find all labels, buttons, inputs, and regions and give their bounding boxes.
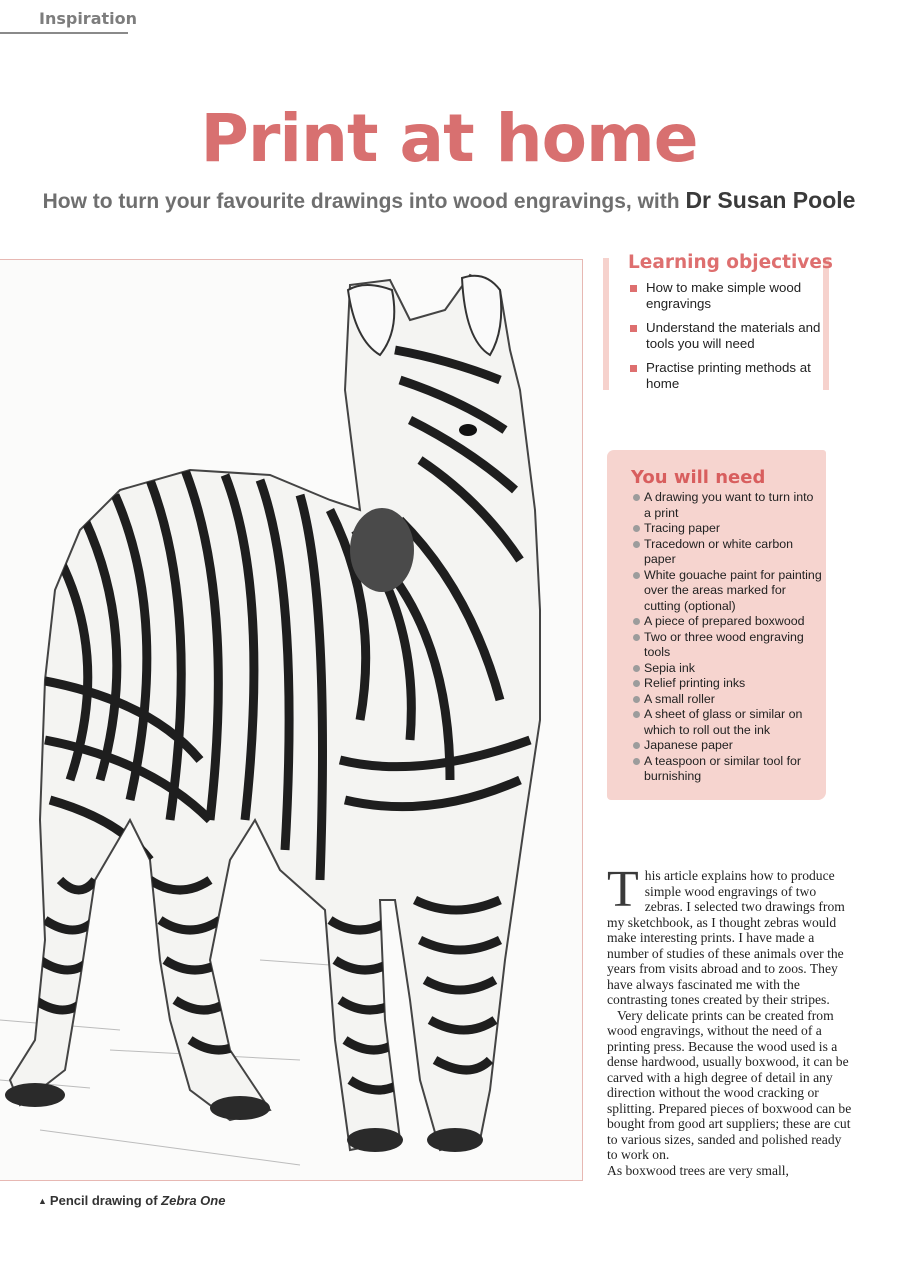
material-text: Relief printing inks [644,676,746,690]
zebra-drawing [0,260,583,1181]
objective-item [628,320,823,352]
objective-item [628,360,823,392]
zebra-muzzle [350,508,414,592]
material-item [633,630,823,661]
material-text: Tracedown or white carbon paper [644,536,793,566]
section-tag-label: Inspiration [39,9,138,28]
material-text: Tracing paper [644,521,720,535]
material-text: A piece of prepared boxwood [644,614,805,628]
material-item [633,738,823,754]
objective-text: How to make simple wood engravings [646,280,802,311]
material-text: A drawing you want to turn into a print [644,490,814,520]
dot-bullet-icon [633,680,640,687]
square-bullet-icon [630,365,637,372]
drop-cap: T [607,861,639,918]
figure-caption [38,1193,225,1208]
learning-objectives-list [628,280,823,400]
square-bullet-icon [630,325,637,332]
dot-bullet-icon [633,494,640,501]
material-item [633,661,823,677]
material-text: Japanese paper [644,738,733,752]
dot-bullet-icon [633,711,640,718]
material-text: A sheet of glass or similar on which to roll out the ink [644,707,803,737]
article-paragraph: Very delicate prints can be created from wood engravings, without the need of a printing press. Because the wood used is a dense hardwood, usually boxwood, it can be carved with a high degree of detail in any direction without the wood cracking or splitting. Prepared pieces of boxwood can be bought from good art suppliers; these are cut to various sizes, sanded and polished ready to work on. [607,1007,852,1162]
learning-objectives-heading: Learning objectives [628,252,833,273]
subtitle-lead: How to turn your favourite drawings into wood engravings, with [42,190,680,213]
material-item [633,490,823,521]
material-item [633,754,823,785]
dot-bullet-icon [633,525,640,532]
objective-item [628,280,823,312]
zebra-eye [459,424,477,436]
you-will-need-heading: You will need [631,467,766,488]
dot-bullet-icon [633,742,640,749]
learning-objectives-box [603,252,833,391]
you-will-need-box [607,450,826,800]
article-paragraph: his article explains how to produce simple wood engravings of two zebras. I selected two drawings from my sketchbook, as I thought zebras would make interesting prints. I have made a number of studies of these animals over the years from visits abroad and to zoos. They have always fascinated me with the contrasting tones created by their stripes. [607,868,845,1007]
material-item [633,614,823,630]
author-name: Dr Susan Poole [685,187,856,213]
caption-title: Zebra One [161,1193,226,1208]
material-text: Two or three wood engraving tools [644,629,804,659]
dot-bullet-icon [633,758,640,765]
zebra-drawing-figure [0,259,583,1181]
materials-list [633,490,823,785]
caption-prefix: Pencil drawing of [49,1193,158,1208]
article-paragraph: As boxwood trees are very small, [607,1162,789,1178]
material-text: Sepia ink [644,660,695,675]
material-item [633,676,823,692]
article-title: Print at home [200,100,698,177]
objective-text: Practise printing methods at home [646,360,811,391]
material-item [633,537,823,568]
material-item [633,707,823,738]
material-text: A small roller [644,691,715,706]
dot-bullet-icon [633,618,640,625]
caption-triangle-icon: ▲ [38,1196,47,1206]
section-tag [0,8,138,34]
material-item [633,692,823,708]
article-body [607,861,853,1178]
square-bullet-icon [630,285,637,292]
objective-text: Understand the materials and tools you will need [646,320,821,351]
dot-bullet-icon [633,541,640,548]
material-item [633,521,823,537]
material-text: White gouache paint for painting over the areas marked for cutting (optional) [644,567,822,613]
dot-bullet-icon [633,572,640,579]
article-subtitle [0,187,898,214]
material-text: A teaspoon or similar tool for burnishing [644,753,802,783]
material-item [633,568,823,615]
dot-bullet-icon [633,665,640,672]
dot-bullet-icon [633,696,640,703]
dot-bullet-icon [633,634,640,641]
